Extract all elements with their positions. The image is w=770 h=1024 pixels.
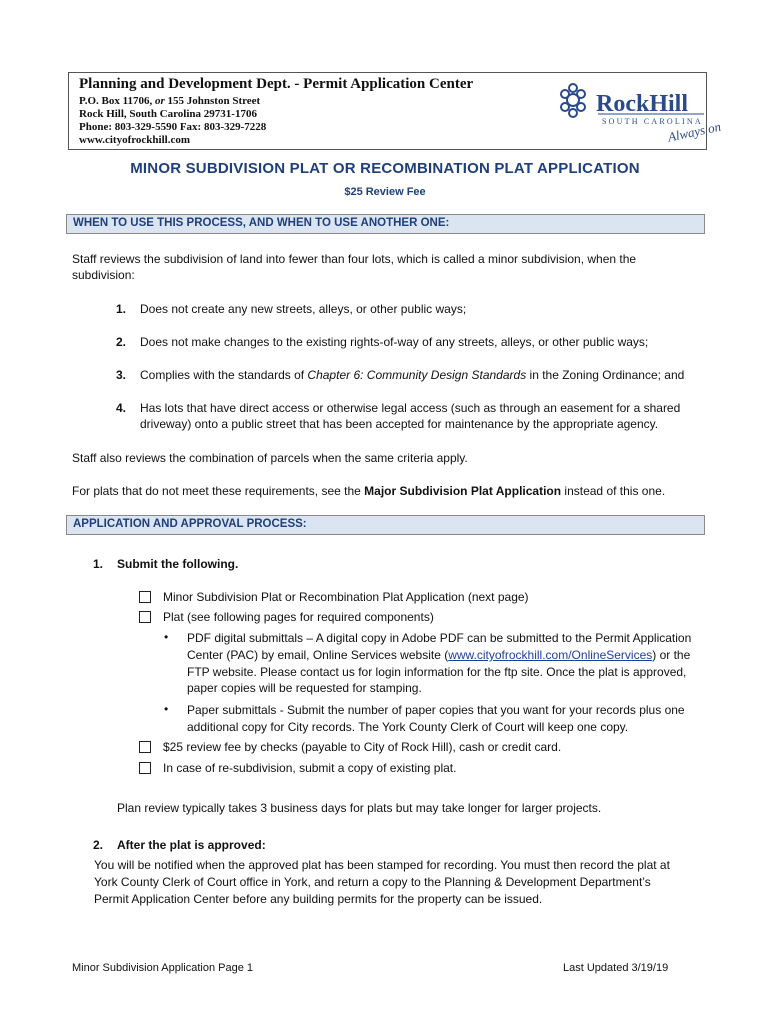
pdf-submittal-line: paper copies will be requested for stamping. — [187, 681, 422, 695]
logo-tagline: Always on — [666, 118, 723, 145]
checklist-item: Minor Subdivision Plat or Recombination Plat Application (next page) — [163, 590, 529, 604]
page-title: MINOR SUBDIVISION PLAT OR RECOMBINATION PLAT APPLICATION — [130, 160, 640, 177]
section-heading-process: APPLICATION AND APPROVAL PROCESS: — [66, 515, 705, 535]
step-title: After the plat is approved: — [117, 838, 266, 852]
criteria-item: Does not create any new streets, alleys, or other public ways; — [140, 302, 467, 316]
footer-last-updated: Last Updated 3/19/19 — [563, 962, 669, 974]
address-line: P.O. Box 11706, or 155 Johnston Street — [79, 95, 261, 107]
review-time-note: Plan review typically takes 3 business days for plats but may take longer for larger projects. — [117, 801, 602, 815]
paper-submittal-line: additional copy for City records. The York County Clerk of Court will keep one copy. — [187, 720, 629, 734]
criteria-item: Does not make changes to the existing rights-of-way of any streets, alleys, or other public ways; — [140, 335, 649, 349]
intro-line-2: subdivision: — [72, 268, 135, 282]
bullet-icon: • — [164, 702, 169, 716]
combination-note: Staff also reviews the combination of parcels when the same criteria apply. — [72, 451, 468, 465]
checkbox-plat[interactable] — [139, 611, 151, 623]
checkbox-application[interactable] — [139, 591, 151, 603]
criteria-item: Complies with the standards of Chapter 6: Community Design Standards in the Zoning Ordinance; and — [140, 368, 685, 382]
logo-state: SOUTH CAROLINA — [602, 117, 703, 126]
checklist-item: Plat (see following pages for required components) — [163, 610, 434, 624]
criteria-item: Has lots that have direct access or otherwise legal access (such as through an easement for a shared — [140, 401, 681, 415]
criteria-number: 4. — [116, 401, 127, 415]
online-services-link[interactable]: www.cityofrockhill.com/OnlineServices — [448, 648, 653, 662]
approval-line: Permit Application Center before any building permits for the property can be issued. — [94, 892, 543, 906]
department-title: Planning and Development Dept. - Permit Application Center — [79, 76, 474, 92]
pdf-submittal-line: FTP website. Please contact us for login information for the ftp site. Once the plat is approved, — [187, 665, 687, 679]
major-plat-note: For plats that do not meet these requirements, see the Major Subdivision Plat Application instead of this one. — [72, 484, 666, 498]
checklist-item: $25 review fee by checks (payable to City of Rock Hill), cash or credit card. — [163, 740, 562, 754]
criteria-number: 3. — [116, 368, 127, 382]
criteria-number: 1. — [116, 302, 127, 316]
phone-line: Phone: 803-329-5590 Fax: 803-329-7228 — [79, 121, 267, 133]
criteria-item-continued: driveway) onto a public street that has been accepted for maintenance by the appropriate agency. — [140, 417, 659, 431]
approval-line: York County Clerk of Court office in York, and return a copy to the Planning & Development Department’s — [94, 875, 651, 889]
step-title: Submit the following. — [117, 557, 239, 571]
checklist-item: In case of re-subdivision, submit a copy of existing plat. — [163, 761, 457, 775]
criteria-number: 2. — [116, 335, 127, 349]
pdf-submittal-line: PDF digital submittals – A digital copy in Adobe PDF can be submitted to the Permit Application — [187, 631, 692, 645]
pdf-submittal-line: Center (PAC) by email, Online Services website (www.cityofrockhill.com/OnlineServices) or the — [187, 648, 691, 662]
approval-line: You will be notified when the approved plat has been stamped for recording. You must then record the plat at — [94, 858, 670, 872]
logo-name: RockHill — [596, 91, 689, 117]
bullet-icon: • — [164, 630, 169, 644]
step-number: 1. — [93, 557, 104, 571]
logo-emblem-icon — [561, 84, 585, 117]
checkbox-resubdivision[interactable] — [139, 762, 151, 774]
website-line: www.cityofrockhill.com — [79, 134, 191, 146]
step-number: 2. — [93, 838, 104, 852]
intro-line-1: Staff reviews the subdivision of land into fewer than four lots, which is called a minor subdivision, when the — [72, 252, 637, 266]
footer-page-label: Minor Subdivision Application Page 1 — [72, 962, 254, 974]
review-fee: $25 Review Fee — [344, 186, 426, 198]
city-line: Rock Hill, South Carolina 29731-1706 — [79, 108, 257, 120]
rock-hill-logo — [556, 80, 736, 146]
checkbox-fee[interactable] — [139, 741, 151, 753]
paper-submittal-line: Paper submittals - Submit the number of paper copies that you want for your records plus one — [187, 703, 685, 717]
section-heading-when: WHEN TO USE THIS PROCESS, AND WHEN TO USE ANOTHER ONE: — [66, 214, 705, 234]
